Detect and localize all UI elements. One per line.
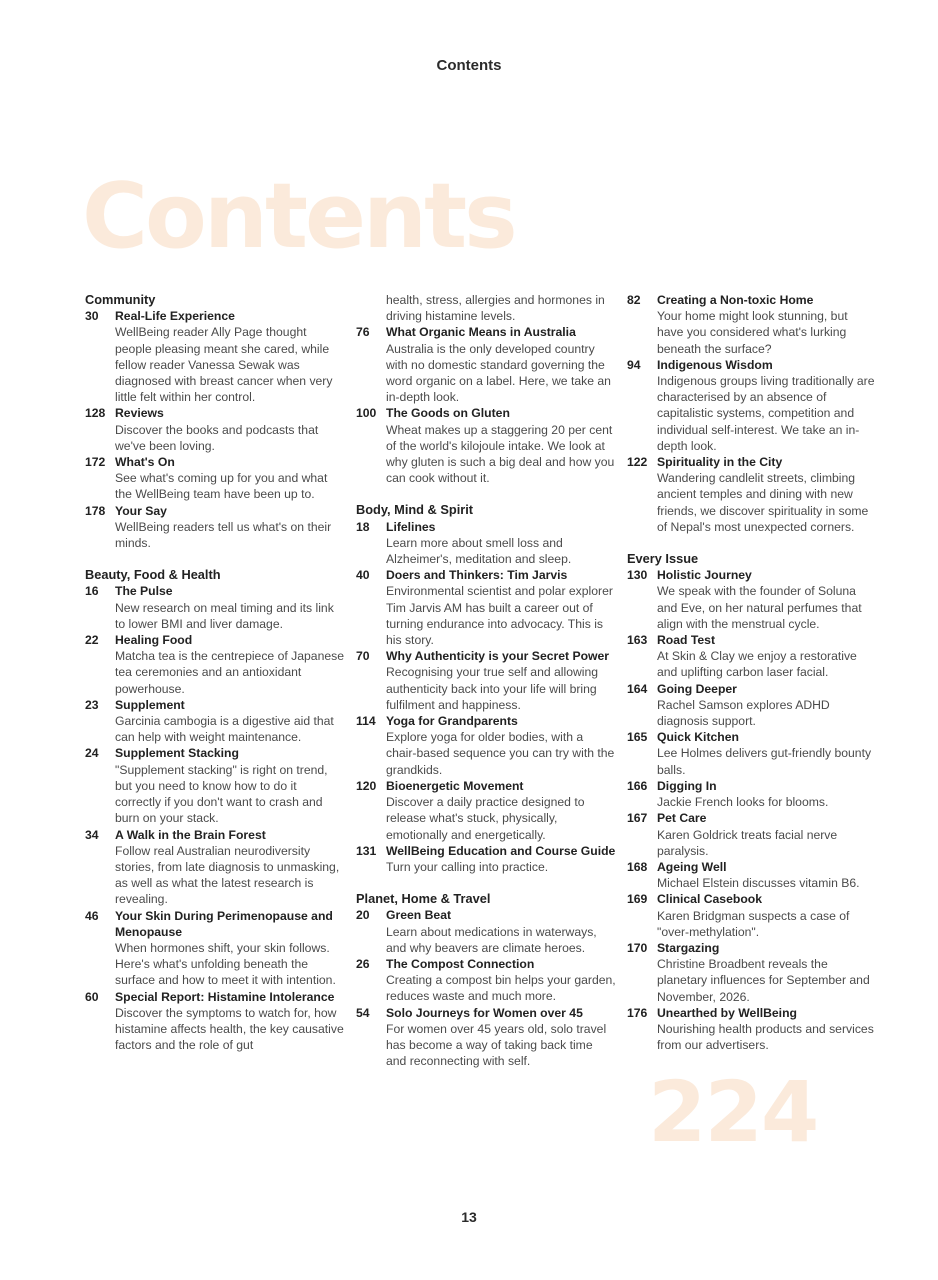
section-heading: Community: [85, 292, 156, 307]
entry-page-number: 114: [356, 714, 376, 729]
entry-page-number: 172: [85, 455, 106, 470]
entry-title: A Walk in the Brain Forest: [115, 827, 266, 842]
entry-page-number: 16: [85, 584, 99, 599]
entry-title: Your Say: [115, 503, 167, 518]
contents-entry: [627, 891, 877, 940]
entry-title: Green Beat: [386, 908, 452, 923]
entry-title: Bioenergetic Movement: [386, 778, 524, 793]
entry-description: Australia is the only developed country with no domestic standard governing the word organic on a label. Here, we take an in-depth look.: [386, 341, 611, 405]
entry-description: Indigenous groups living traditionally are characterised by an absence of capitalistic systems, competition and individual self-interest. We take an in-depth look.: [657, 374, 875, 453]
entry-title: Lifelines: [386, 519, 436, 534]
entry-description: Explore yoga for older bodies, with a chair-based sequence you can try with the grandkids.: [386, 730, 615, 777]
contents-entry: [85, 405, 345, 454]
contents-entry: [85, 697, 345, 746]
contents-entry: [627, 292, 877, 357]
contents-entry: [356, 713, 616, 778]
entry-body: [115, 454, 345, 503]
entry-page-number: 164: [627, 681, 648, 696]
entry-description: Follow real Australian neurodiversity stories, from late diagnosis to unmasking, as well as what the latest research is revealing.: [115, 843, 340, 907]
entry-body: [115, 632, 345, 697]
contents-entry: [85, 745, 345, 826]
entry-page-number: 76: [356, 325, 370, 340]
entry-body: [657, 778, 877, 810]
entry-body: [657, 729, 877, 778]
entry-page-number: 120: [356, 778, 377, 793]
entry-description: Matcha tea is the centrepiece of Japanese tea ceremonies and an antioxidant powerhouse.: [115, 649, 344, 696]
entry-description: Lee Holmes delivers gut-friendly bounty balls.: [657, 746, 872, 777]
contents-entry: [356, 324, 616, 405]
entry-title: Solo Journeys for Women over 45: [386, 1005, 583, 1020]
entry-body: [657, 859, 877, 891]
entry-page-number: 23: [85, 697, 99, 712]
contents-entry: [85, 308, 345, 405]
entry-description: Discover a daily practice designed to release what's stuck, physically, emotionally and energetically.: [386, 795, 585, 842]
entry-title: Creating a Non-toxic Home: [657, 293, 814, 307]
entry-title: What's On: [115, 455, 175, 470]
contents-column-3: [627, 292, 877, 1053]
entry-body: [386, 324, 616, 405]
entry-body: [115, 405, 345, 454]
entry-body: [657, 454, 877, 535]
entry-page-number: 130: [627, 568, 648, 583]
contents-entry: [85, 454, 345, 503]
entry-description: Wandering candlelit streets, climbing ancient temples and dining with new friends, we discover spirituality in some of Nepal's most unexpected corners.: [657, 471, 869, 534]
entry-title: The Goods on Gluten: [386, 406, 510, 421]
contents-entry: [627, 859, 877, 891]
entry-title: Why Authenticity is your Secret Power: [386, 649, 610, 664]
contents-entry: [627, 940, 877, 1005]
entry-page-number: 54: [356, 1005, 370, 1020]
entry-page-number: 70: [356, 649, 370, 664]
entry-page-number: 166: [627, 778, 648, 793]
entry-title: Spirituality in the City: [657, 455, 783, 470]
entry-body: [386, 956, 616, 1005]
entry-title: The Pulse: [115, 584, 173, 599]
contents-entry: [356, 405, 616, 486]
entry-description: WellBeing reader Ally Page thought people pleasing meant she cared, while fellow reader Vanessa Sewak was diagnosed with breast cancer when very little felt within her control.: [115, 325, 333, 405]
entry-title: Special Report: Histamine Intolerance: [115, 989, 335, 1004]
entry-body: [115, 827, 345, 908]
contents-entry: [627, 729, 877, 778]
entry-body: [657, 810, 877, 859]
entry-description: For women over 45 years old, solo travel has become a way of taking back time and reconnecting with self.: [386, 1021, 607, 1069]
entry-page-number: 122: [627, 455, 648, 470]
contents-entry: [85, 583, 345, 632]
entry-body: [386, 405, 616, 486]
entry-body: [386, 519, 616, 568]
big-contents-title: Contents: [82, 164, 515, 269]
entry-description: WellBeing readers tell us what's on their minds.: [115, 519, 332, 551]
entry-title: Ageing Well: [657, 859, 727, 874]
entry-title: Unearthed by WellBeing: [657, 1005, 797, 1020]
contents-entry: [627, 1005, 877, 1054]
entry-title: Digging In: [657, 778, 717, 793]
contents-entry: [627, 567, 877, 632]
entry-title: WellBeing Education and Course Guide: [386, 843, 616, 858]
entry-description: Nourishing health products and services from our advertisers.: [657, 1021, 874, 1053]
entry-description: Karen Goldrick treats facial nerve paralysis.: [657, 827, 838, 858]
contents-column-2: [356, 292, 616, 1069]
continued-description: health, stress, allergies and hormones in driving histamine levels.: [386, 293, 605, 324]
entry-description: Michael Elstein discusses vitamin B6.: [657, 876, 860, 891]
entry-description: Creating a compost bin helps your garden, reduces waste and much more.: [386, 973, 616, 1004]
contents-entry: [627, 357, 877, 454]
entry-title: Indigenous Wisdom: [657, 357, 773, 372]
entry-description: Learn more about smell loss and Alzheimer's, meditation and sleep.: [386, 535, 572, 567]
entry-page-number: 60: [85, 989, 99, 1004]
entry-title: The Compost Connection: [386, 956, 535, 971]
entry-description: Your home might look stunning, but have you considered what's lurking beneath the surface?: [657, 309, 848, 356]
entry-description: Rachel Samson explores ADHD diagnosis support.: [657, 697, 830, 729]
entry-page-number: 46: [85, 908, 99, 923]
entry-page-number: 30: [85, 309, 99, 324]
entry-page-number: 128: [85, 406, 106, 421]
entry-page-number: 20: [356, 908, 370, 923]
entry-page-number: 94: [627, 357, 641, 372]
entry-title: Pet Care: [657, 811, 707, 826]
section-heading: Planet, Home & Travel: [356, 891, 491, 907]
entry-body: [657, 1005, 877, 1054]
entry-title: Supplement: [115, 697, 185, 712]
entry-description: We speak with the founder of Soluna and Eve, on her natural perfumes that align with the menstrual cycle.: [657, 584, 862, 631]
entry-title: Supplement Stacking: [115, 746, 239, 761]
entry-description: Discover the books and podcasts that we've been loving.: [115, 422, 319, 453]
entry-description: Christine Broadbent reveals the planetary influences for September and November, 2026.: [657, 957, 870, 1004]
contents-entry: [627, 778, 877, 810]
entry-description: Garcinia cambogia is a digestive aid that can help with weight maintenance.: [115, 714, 334, 745]
contents-column-1: [85, 292, 345, 1053]
entry-description: At Skin & Clay we enjoy a restorative and uplifting carbon laser facial.: [657, 649, 857, 680]
contents-entry: [356, 956, 616, 1005]
entry-page-number: 163: [627, 633, 648, 648]
entry-body: [115, 745, 345, 826]
entry-body: [657, 567, 877, 632]
contents-entry: [356, 519, 616, 568]
entry-description: When hormones shift, your skin follows. Here's what's unfolding beneath the surface and how to meet it with intention.: [115, 940, 336, 988]
entry-title: What Organic Means in Australia: [386, 325, 576, 340]
page-number: 13: [461, 1209, 477, 1225]
entry-description: Wheat makes up a staggering 20 per cent of the world's kilojoule intake. We look at why gluten is such a big deal and how you can cook without it.: [386, 422, 615, 486]
entry-title: Doers and Thinkers: Tim Jarvis: [386, 568, 568, 583]
entry-description: Recognising your true self and allowing authenticity back into your life will bring fulfilment and happiness.: [386, 665, 599, 712]
contents-entry: [85, 503, 345, 552]
entry-page-number: 40: [356, 568, 370, 583]
entry-title: Quick Kitchen: [657, 730, 739, 745]
entry-page-number: 176: [627, 1005, 648, 1020]
entry-title: Clinical Casebook: [657, 892, 762, 907]
entry-page-number: 22: [85, 633, 99, 648]
entry-description: See what's coming up for you and what the WellBeing team have been up to.: [115, 471, 328, 502]
contents-entry: [85, 908, 345, 989]
entry-body: [115, 583, 345, 632]
section-heading: Body, Mind & Spirit: [356, 502, 474, 518]
entry-body: [386, 567, 616, 648]
entry-body: [386, 1005, 616, 1070]
entry-body: [657, 891, 877, 940]
entry-body: [657, 632, 877, 681]
contents-entry: [356, 567, 616, 648]
entry-title: Stargazing: [657, 940, 720, 955]
entry-body: [115, 308, 345, 405]
entry-page-number: 131: [356, 843, 377, 858]
entry-page-number: 100: [356, 406, 377, 421]
entry-title: Your Skin During Perimenopause and Menopause: [115, 908, 333, 939]
big-issue-number: 224: [648, 1063, 818, 1161]
entry-page-number: 34: [85, 827, 99, 842]
contents-entry: [85, 632, 345, 697]
entry-body: [386, 648, 616, 713]
entry-description: New research on meal timing and its link to lower BMI and liver damage.: [115, 600, 334, 631]
entry-description: Karen Bridgman suspects a case of "over-methylation".: [657, 908, 850, 939]
entry-page-number: 82: [627, 293, 641, 307]
entry-page-number: 178: [85, 503, 106, 518]
section-heading: Beauty, Food & Health: [85, 567, 221, 583]
entry-page-number: 18: [356, 519, 370, 534]
entry-description: Environmental scientist and polar explorer Tim Jarvis AM has built a career out of turning endurance into advocacy. This is his story.: [386, 584, 613, 648]
entry-page-number: 26: [356, 956, 370, 971]
running-header-title: Contents: [436, 57, 502, 74]
entry-body: [115, 908, 345, 989]
entry-page-number: 167: [627, 811, 648, 826]
entry-body: [386, 778, 616, 843]
contents-entry: [627, 454, 877, 535]
entry-description: Turn your calling into practice.: [386, 859, 549, 874]
entry-body: [657, 940, 877, 1005]
entry-title: Reviews: [115, 406, 164, 421]
entry-page-number: 165: [627, 730, 648, 745]
entry-body: [115, 697, 345, 746]
contents-entry: [627, 810, 877, 859]
entry-body: [386, 713, 616, 778]
contents-entry: [85, 989, 345, 1054]
contents-entry: [356, 907, 616, 956]
entry-page-number: 24: [85, 746, 99, 761]
entry-body: [115, 503, 345, 552]
entry-body: [657, 357, 877, 454]
entry-title: Road Test: [657, 633, 716, 648]
entry-title: Holistic Journey: [657, 568, 752, 583]
entry-title: Going Deeper: [657, 681, 737, 696]
entry-page-number: 168: [627, 859, 648, 874]
contents-entry: [85, 827, 345, 908]
entry-body: [386, 843, 616, 875]
contents-entry: [627, 632, 877, 681]
contents-entry: [627, 681, 877, 730]
section-heading: Every Issue: [627, 551, 699, 567]
contents-entry: [356, 843, 616, 875]
entry-body: [657, 681, 877, 730]
entry-description: Discover the symptoms to watch for, how histamine affects health, the key causative factors and the role of gut: [115, 1005, 344, 1053]
contents-entry: [356, 778, 616, 843]
entry-title: Yoga for Grandparents: [386, 714, 518, 729]
entry-title: Healing Food: [115, 633, 193, 648]
entry-body: [115, 989, 345, 1054]
entry-body: [386, 907, 616, 956]
entry-page-number: 169: [627, 892, 648, 907]
contents-entry: [356, 648, 616, 713]
entry-description: Learn about medications in waterways, and why beavers are climate heroes.: [386, 924, 597, 955]
entry-page-number: 170: [627, 940, 648, 955]
entry-description: Jackie French looks for blooms.: [657, 795, 829, 810]
entry-description: "Supplement stacking" is right on trend, but you need to know how to do it correctly if you don't want to crash and burn on your stack.: [115, 762, 328, 826]
entry-title: Real-Life Experience: [115, 309, 235, 324]
entry-body: [657, 292, 877, 357]
contents-entry: [356, 1005, 616, 1070]
